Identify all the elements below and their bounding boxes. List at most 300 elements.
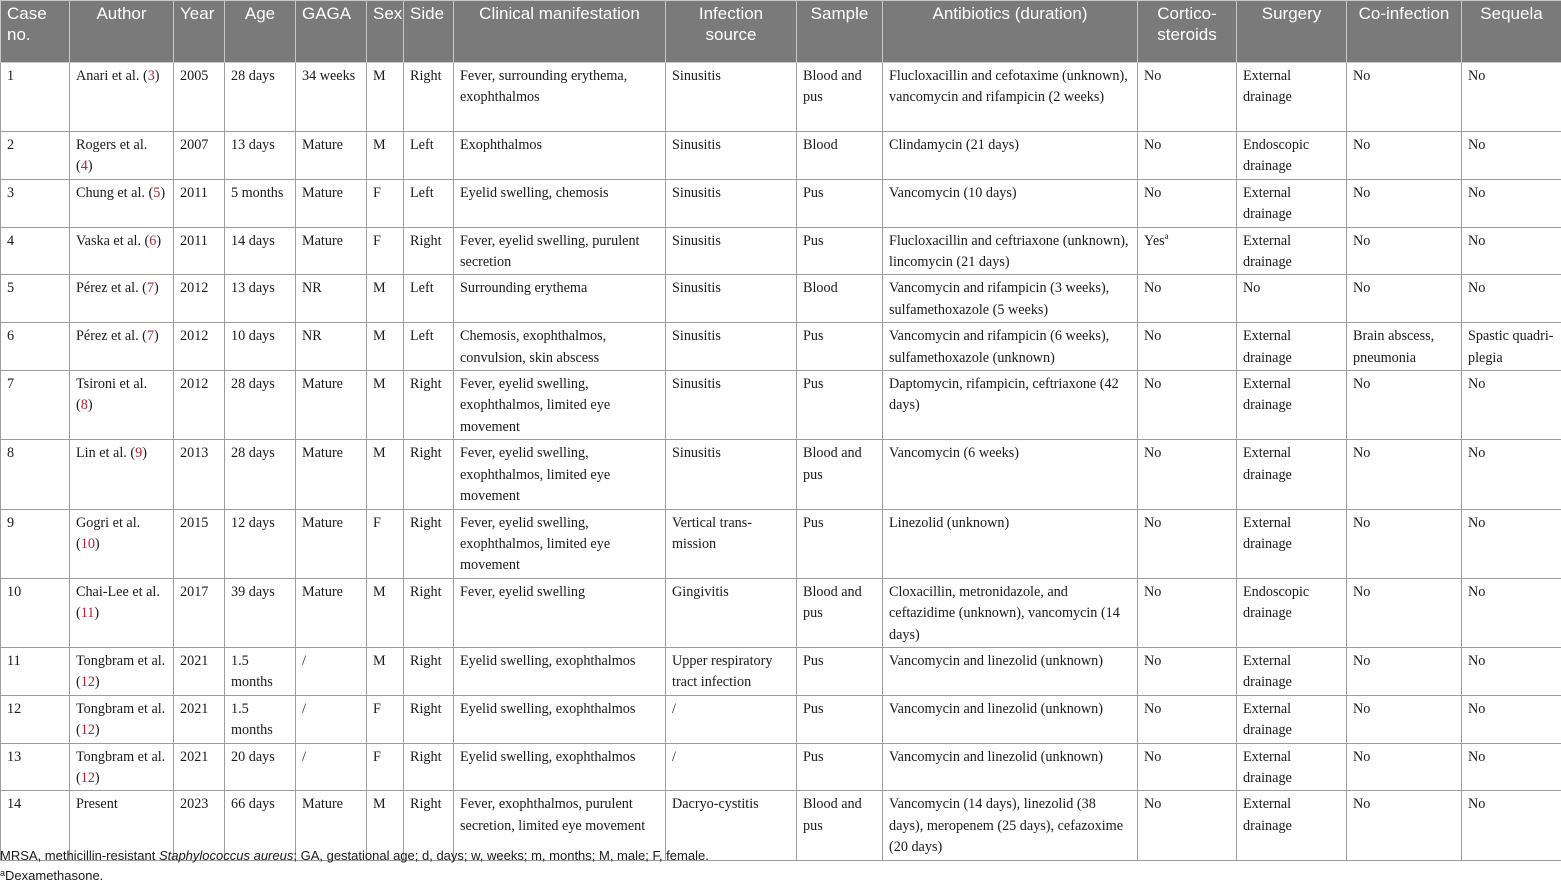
cell-side-text: Right xyxy=(410,515,442,531)
footnote-text: Dexamethasone. xyxy=(5,868,103,883)
cell-sample-text: Pus xyxy=(803,233,824,249)
cell-year-text: 2013 xyxy=(180,445,208,461)
cell-sample-text: Pus xyxy=(803,749,824,765)
cell-ga xyxy=(296,275,367,323)
cell-infection-source xyxy=(666,743,797,791)
cell-clinical-manifestation xyxy=(454,743,666,791)
cell-sex-text: F xyxy=(373,749,381,765)
cell-antibiotics-text: Cloxacillin, metronidazole, and ceftazidime (unknown), vancomycin (14 days) xyxy=(889,584,1120,643)
cell-side-text: Right xyxy=(410,68,442,84)
cell-ga-text: NR xyxy=(302,328,322,344)
cell-author-text: Rogers et al. xyxy=(76,137,147,153)
cell-author-text: Tongbram et al. xyxy=(76,749,165,765)
cell-clinical-manifestation xyxy=(454,323,666,371)
cell-ga xyxy=(296,578,367,647)
cell-case-no xyxy=(1,695,70,743)
cell-ga xyxy=(296,371,367,440)
header-sex: Sex xyxy=(367,1,404,63)
reference-link[interactable]: 8 xyxy=(81,397,88,413)
cell-author-text: Present xyxy=(76,796,118,812)
cell-side-text: Right xyxy=(410,233,442,249)
cell-sex-text: F xyxy=(373,515,381,531)
cell-corticosteroids-text: No xyxy=(1144,328,1161,344)
reference-link[interactable]: 11 xyxy=(81,605,95,621)
cell-clinical-manifestation-text: Eyelid swelling, exophthalmos xyxy=(460,749,635,765)
cell-infection-source-text: Vertical trans-mission xyxy=(672,515,752,552)
cell-coinfection xyxy=(1347,647,1462,695)
cell-infection-source-text: / xyxy=(672,701,676,717)
cell-coinfection xyxy=(1347,323,1462,371)
reference-link[interactable]: 10 xyxy=(81,536,95,552)
table-row xyxy=(1,647,1561,695)
cell-age-text: 39 days xyxy=(231,584,275,600)
cell-corticosteroids xyxy=(1138,647,1237,695)
cell-surgery xyxy=(1237,323,1347,371)
cell-sequela-text: No xyxy=(1468,68,1485,84)
header-age: Age xyxy=(225,1,296,63)
cell-age xyxy=(225,743,296,791)
cell-surgery xyxy=(1237,509,1347,578)
cell-sample xyxy=(797,743,883,791)
cell-infection-source xyxy=(666,132,797,180)
cell-ga xyxy=(296,227,367,275)
cell-ga xyxy=(296,63,367,132)
cell-antibiotics-text: Vancomycin and linezolid (unknown) xyxy=(889,653,1103,669)
table-row xyxy=(1,275,1561,323)
cell-sample-text: Blood xyxy=(803,137,838,153)
cell-sex xyxy=(367,371,404,440)
cell-clinical-manifestation xyxy=(454,371,666,440)
cell-surgery xyxy=(1237,371,1347,440)
header-corticosteroids: Cortico-steroids xyxy=(1138,1,1237,63)
cell-case-no xyxy=(1,440,70,509)
cell-antibiotics xyxy=(883,63,1138,132)
cell-side-text: Right xyxy=(410,584,442,600)
cell-clinical-manifestation-text: Fever, eyelid swelling, exophthalmos, limited eye movement xyxy=(460,376,610,435)
cell-coinfection-text: No xyxy=(1353,233,1370,249)
cell-sequela-text: No xyxy=(1468,653,1485,669)
header-infection-source: Infection source xyxy=(666,1,797,63)
cell-antibiotics-text: Vancomycin and linezolid (unknown) xyxy=(889,701,1103,717)
cell-age xyxy=(225,371,296,440)
cell-sequela xyxy=(1462,695,1561,743)
cell-corticosteroids xyxy=(1138,63,1237,132)
cell-case-no-text: 12 xyxy=(7,701,21,717)
cell-surgery-text: External drainage xyxy=(1243,185,1292,222)
table-row xyxy=(1,509,1561,578)
cell-ga-text: Mature xyxy=(302,445,343,461)
cell-antibiotics-text: Vancomycin and rifampicin (6 weeks), sulfamethoxazole (unknown) xyxy=(889,328,1109,365)
cell-case-no-text: 7 xyxy=(7,376,14,392)
cell-infection-source-text: Sinusitis xyxy=(672,280,721,296)
cell-year-text: 2007 xyxy=(180,137,208,153)
cell-side xyxy=(404,275,454,323)
cell-ga xyxy=(296,440,367,509)
reference-link[interactable]: 12 xyxy=(81,674,95,690)
cell-ga xyxy=(296,509,367,578)
cell-age-text: 12 days xyxy=(231,515,275,531)
cell-sex-text: M xyxy=(373,653,386,669)
cell-surgery-text: External drainage xyxy=(1243,233,1292,270)
cell-year-text: 2023 xyxy=(180,796,208,812)
cell-case-no xyxy=(1,275,70,323)
table-row xyxy=(1,132,1561,180)
header-sample: Sample xyxy=(797,1,883,63)
cell-sample-text: Blood and pus xyxy=(803,584,862,621)
reference-link[interactable]: 12 xyxy=(81,770,95,786)
cell-side-text: Right xyxy=(410,445,442,461)
cell-antibiotics-text: Flucloxacillin and ceftriaxone (unknown), lincomycin (21 days) xyxy=(889,233,1129,270)
cell-sequela xyxy=(1462,132,1561,180)
cell-case-no-text: 4 xyxy=(7,233,14,249)
cell-sample xyxy=(797,275,883,323)
cell-side-text: Left xyxy=(410,137,434,153)
cell-sex-text: F xyxy=(373,233,381,249)
cell-case-no-text: 14 xyxy=(7,796,21,812)
cell-sex-text: M xyxy=(373,584,386,600)
cell-sex xyxy=(367,323,404,371)
cell-corticosteroids-text: No xyxy=(1144,280,1161,296)
cell-case-no xyxy=(1,323,70,371)
cell-clinical-manifestation xyxy=(454,695,666,743)
cell-clinical-manifestation-text: Fever, eyelid swelling xyxy=(460,584,585,600)
cell-clinical-manifestation xyxy=(454,132,666,180)
cell-year-text: 2012 xyxy=(180,328,208,344)
abbrev-suffix: ; GA, gestational age; d, days; w, weeks; m, months; M, male; F, female. xyxy=(293,848,708,863)
cell-year xyxy=(174,179,225,227)
cell-case-no xyxy=(1,647,70,695)
cell-sex xyxy=(367,179,404,227)
reference-link[interactable]: 7 xyxy=(147,328,154,344)
cell-clinical-manifestation xyxy=(454,509,666,578)
cell-infection-source xyxy=(666,179,797,227)
cell-sample xyxy=(797,179,883,227)
table-header-row xyxy=(1,1,1561,63)
cell-sequela xyxy=(1462,743,1561,791)
cell-year xyxy=(174,647,225,695)
cell-side-text: Left xyxy=(410,328,434,344)
cell-ga-text: Mature xyxy=(302,515,343,531)
cell-infection-source xyxy=(666,371,797,440)
cell-sequela-text: No xyxy=(1468,137,1485,153)
cell-surgery xyxy=(1237,791,1347,860)
cell-sequela-text: No xyxy=(1468,280,1485,296)
cell-side xyxy=(404,63,454,132)
reference-link[interactable]: 7 xyxy=(147,280,154,296)
cell-coinfection-text: No xyxy=(1353,796,1370,812)
cell-antibiotics xyxy=(883,323,1138,371)
cell-age-text: 13 days xyxy=(231,137,275,153)
cell-surgery xyxy=(1237,275,1347,323)
cell-corticosteroids xyxy=(1138,132,1237,180)
cell-surgery xyxy=(1237,743,1347,791)
table-row xyxy=(1,323,1561,371)
cell-sequela xyxy=(1462,323,1561,371)
cell-infection-source xyxy=(666,509,797,578)
reference-link[interactable]: 5 xyxy=(153,185,160,201)
footnote-marker: a xyxy=(0,868,5,878)
cell-sequela xyxy=(1462,371,1561,440)
cell-case-no-text: 6 xyxy=(7,328,14,344)
cell-author: Lin et al. (9) xyxy=(70,440,174,509)
cell-age xyxy=(225,63,296,132)
cell-case-no-text: 11 xyxy=(7,653,21,669)
cell-antibiotics-text: Vancomycin and linezolid (unknown) xyxy=(889,749,1103,765)
cell-coinfection-text: No xyxy=(1353,515,1370,531)
cell-coinfection xyxy=(1347,132,1462,180)
cell-coinfection xyxy=(1347,440,1462,509)
cell-corticosteroids-text: No xyxy=(1144,137,1161,153)
cell-coinfection-text: No xyxy=(1353,185,1370,201)
cell-author-text: Chung et al. xyxy=(76,185,145,201)
cell-author-text: Gogri et al. xyxy=(76,515,140,531)
cell-clinical-manifestation xyxy=(454,578,666,647)
abbrev-prefix: MRSA, methicillin-resistant xyxy=(0,848,159,863)
cell-case-no xyxy=(1,227,70,275)
reference-link[interactable]: 12 xyxy=(81,722,95,738)
cell-case-no xyxy=(1,578,70,647)
cell-sex-text: M xyxy=(373,68,386,84)
cell-age xyxy=(225,179,296,227)
cell-age-text: 13 days xyxy=(231,280,275,296)
cell-age-text: 1.5 months xyxy=(231,653,273,690)
cell-surgery-text: Endoscopic drainage xyxy=(1243,137,1309,174)
cell-clinical-manifestation-text: Fever, eyelid swelling, exophthalmos, limited eye movement xyxy=(460,445,610,504)
cell-surgery-text: External drainage xyxy=(1243,796,1292,833)
cell-year-text: 2012 xyxy=(180,376,208,392)
cell-sample xyxy=(797,647,883,695)
cell-coinfection xyxy=(1347,695,1462,743)
cell-infection-source xyxy=(666,323,797,371)
cell-sex xyxy=(367,227,404,275)
cell-ga-text: Mature xyxy=(302,185,343,201)
cell-case-no-text: 2 xyxy=(7,137,14,153)
cell-clinical-manifestation xyxy=(454,647,666,695)
cell-antibiotics xyxy=(883,695,1138,743)
cell-case-no-text: 10 xyxy=(7,584,21,600)
cell-corticosteroids xyxy=(1138,371,1237,440)
cell-antibiotics xyxy=(883,275,1138,323)
cell-side-text: Right xyxy=(410,701,442,717)
cell-sequela-text: No xyxy=(1468,233,1485,249)
cell-year xyxy=(174,275,225,323)
cell-clinical-manifestation xyxy=(454,227,666,275)
cell-sample-text: Blood and pus xyxy=(803,445,862,482)
cell-sequela-text: No xyxy=(1468,376,1485,392)
cell-age xyxy=(225,647,296,695)
cell-year xyxy=(174,227,225,275)
cell-antibiotics-text: Vancomycin and rifampicin (3 weeks), sulfamethoxazole (5 weeks) xyxy=(889,280,1109,317)
cell-surgery-text: Endoscopic drainage xyxy=(1243,584,1309,621)
table-row xyxy=(1,440,1561,509)
cell-clinical-manifestation-text: Fever, exophthalmos, purulent secretion, limited eye movement xyxy=(460,796,645,833)
cell-antibiotics xyxy=(883,371,1138,440)
cell-antibiotics-text: Vancomycin (14 days), linezolid (38 days), meropenem (25 days), cefazoxime (20 days) xyxy=(889,796,1123,855)
cell-age-text: 1.5 months xyxy=(231,701,273,738)
cell-year-text: 2011 xyxy=(180,233,208,249)
cell-sequela-text: No xyxy=(1468,749,1485,765)
cell-ga xyxy=(296,179,367,227)
reference-link[interactable]: 6 xyxy=(149,233,156,249)
cell-sequela-text: Spastic quadri-plegia xyxy=(1468,328,1554,365)
cell-antibiotics-text: Vancomycin (10 days) xyxy=(889,185,1017,201)
cell-case-no xyxy=(1,509,70,578)
cell-sex-text: F xyxy=(373,701,381,717)
cell-sequela xyxy=(1462,791,1561,860)
cell-sample-text: Pus xyxy=(803,653,824,669)
cell-clinical-manifestation-text: Fever, eyelid swelling, purulent secretion xyxy=(460,233,640,270)
cell-corticosteroids xyxy=(1138,275,1237,323)
cell-author-text: Tongbram et al. xyxy=(76,701,165,717)
cell-antibiotics xyxy=(883,509,1138,578)
cell-sequela-text: No xyxy=(1468,701,1485,717)
reference-link[interactable]: 3 xyxy=(148,68,155,84)
cell-side xyxy=(404,509,454,578)
cell-side-text: Right xyxy=(410,376,442,392)
cell-surgery-text: External drainage xyxy=(1243,701,1292,738)
cell-sequela xyxy=(1462,440,1561,509)
cell-antibiotics xyxy=(883,647,1138,695)
cell-sex xyxy=(367,509,404,578)
cell-side-text: Left xyxy=(410,280,434,296)
cell-clinical-manifestation xyxy=(454,63,666,132)
cell-coinfection xyxy=(1347,63,1462,132)
cell-year xyxy=(174,323,225,371)
table-row xyxy=(1,227,1561,275)
cell-ga xyxy=(296,132,367,180)
cell-coinfection-text: No xyxy=(1353,376,1370,392)
cell-sequela-text: No xyxy=(1468,796,1485,812)
cell-year-text: 2021 xyxy=(180,749,208,765)
cell-case-no xyxy=(1,743,70,791)
cell-infection-source xyxy=(666,647,797,695)
cell-corticosteroids xyxy=(1138,323,1237,371)
cell-ga-text: / xyxy=(302,749,306,765)
cell-sequela xyxy=(1462,275,1561,323)
cell-coinfection xyxy=(1347,179,1462,227)
cell-ga-text: / xyxy=(302,653,306,669)
cell-year xyxy=(174,63,225,132)
cell-infection-source xyxy=(666,578,797,647)
cell-antibiotics xyxy=(883,743,1138,791)
cell-coinfection xyxy=(1347,275,1462,323)
cell-clinical-manifestation-text: Exophthalmos xyxy=(460,137,542,153)
cell-author: Vaska et al. (6) xyxy=(70,227,174,275)
cell-sex xyxy=(367,743,404,791)
cell-side-text: Left xyxy=(410,185,434,201)
cell-case-no-text: 8 xyxy=(7,445,14,461)
cell-sample xyxy=(797,509,883,578)
cell-sequela-text: No xyxy=(1468,515,1485,531)
cell-antibiotics xyxy=(883,578,1138,647)
cell-coinfection xyxy=(1347,743,1462,791)
cell-surgery-text: External drainage xyxy=(1243,653,1292,690)
cell-year-text: 2005 xyxy=(180,68,208,84)
cell-antibiotics xyxy=(883,440,1138,509)
cell-sex-text: M xyxy=(373,445,386,461)
cell-author: Chai-Lee et al. (11) xyxy=(70,578,174,647)
reference-link[interactable]: 9 xyxy=(135,445,142,461)
cell-surgery-text: External drainage xyxy=(1243,515,1292,552)
cell-surgery xyxy=(1237,440,1347,509)
cell-surgery xyxy=(1237,179,1347,227)
header-coinfection: Co-infection xyxy=(1347,1,1462,63)
cell-surgery-text: No xyxy=(1243,280,1260,296)
cell-sample xyxy=(797,323,883,371)
cell-age-text: 28 days xyxy=(231,445,275,461)
cell-antibiotics xyxy=(883,179,1138,227)
cell-clinical-manifestation-text: Fever, eyelid swelling, exophthalmos, limited eye movement xyxy=(460,515,610,574)
cell-infection-source-text: Sinusitis xyxy=(672,376,721,392)
cell-author-text: Tsironi et al. xyxy=(76,376,147,392)
cell-sample xyxy=(797,791,883,860)
cell-clinical-manifestation-text: Eyelid swelling, exophthalmos xyxy=(460,701,635,717)
cell-clinical-manifestation xyxy=(454,275,666,323)
cell-sex xyxy=(367,695,404,743)
cell-infection-source-text: Upper respiratory tract infection xyxy=(672,653,772,690)
cell-side-text: Right xyxy=(410,796,442,812)
dexamethasone-footnote xyxy=(0,868,103,883)
cell-author-text: Anari et al. xyxy=(76,68,139,84)
cell-corticosteroids xyxy=(1138,179,1237,227)
cell-case-no-text: 9 xyxy=(7,515,14,531)
cell-coinfection xyxy=(1347,371,1462,440)
cell-author: Chung et al. (5) xyxy=(70,179,174,227)
cell-sex xyxy=(367,440,404,509)
cell-corticosteroids-text: No xyxy=(1144,701,1161,717)
abbrev-italic: Staphylococcus aureus xyxy=(159,848,293,863)
cell-infection-source xyxy=(666,695,797,743)
cell-coinfection-text: No xyxy=(1353,653,1370,669)
cell-sample xyxy=(797,227,883,275)
cell-antibiotics xyxy=(883,132,1138,180)
cell-age xyxy=(225,227,296,275)
cell-sample xyxy=(797,132,883,180)
cell-author-text: Pérez et al. xyxy=(76,280,139,296)
cell-author: Tongbram et al. (12) xyxy=(70,647,174,695)
cell-side xyxy=(404,578,454,647)
cell-sample-text: Pus xyxy=(803,701,824,717)
cell-surgery-text: External drainage xyxy=(1243,749,1292,786)
cell-infection-source xyxy=(666,63,797,132)
cell-side xyxy=(404,440,454,509)
header-year: Year xyxy=(174,1,225,63)
reference-link[interactable]: 4 xyxy=(81,158,88,174)
cell-surgery xyxy=(1237,695,1347,743)
cell-sequela-text: No xyxy=(1468,185,1485,201)
cell-side-text: Right xyxy=(410,749,442,765)
cell-sex xyxy=(367,63,404,132)
cell-author: Tongbram et al. (12) xyxy=(70,695,174,743)
header-sequela: Sequela xyxy=(1462,1,1561,63)
cell-age-text: 28 days xyxy=(231,68,275,84)
cell-corticosteroids-text: No xyxy=(1144,185,1161,201)
cell-ga-text: / xyxy=(302,701,306,717)
cell-infection-source-text: Sinusitis xyxy=(672,233,721,249)
cell-ga-text: 34 weeks xyxy=(302,68,355,84)
cell-infection-source-text: Sinusitis xyxy=(672,445,721,461)
cell-age xyxy=(225,695,296,743)
cell-author-text: Lin et al. xyxy=(76,445,127,461)
cell-sequela xyxy=(1462,63,1561,132)
cell-case-no-text: 1 xyxy=(7,68,14,84)
cell-sex-text: M xyxy=(373,376,386,392)
cell-age-text: 28 days xyxy=(231,376,275,392)
cell-clinical-manifestation-text: Eyelid swelling, exophthalmos xyxy=(460,653,635,669)
table-row xyxy=(1,371,1561,440)
cell-author: Pérez et al. (7) xyxy=(70,275,174,323)
cell-coinfection xyxy=(1347,227,1462,275)
